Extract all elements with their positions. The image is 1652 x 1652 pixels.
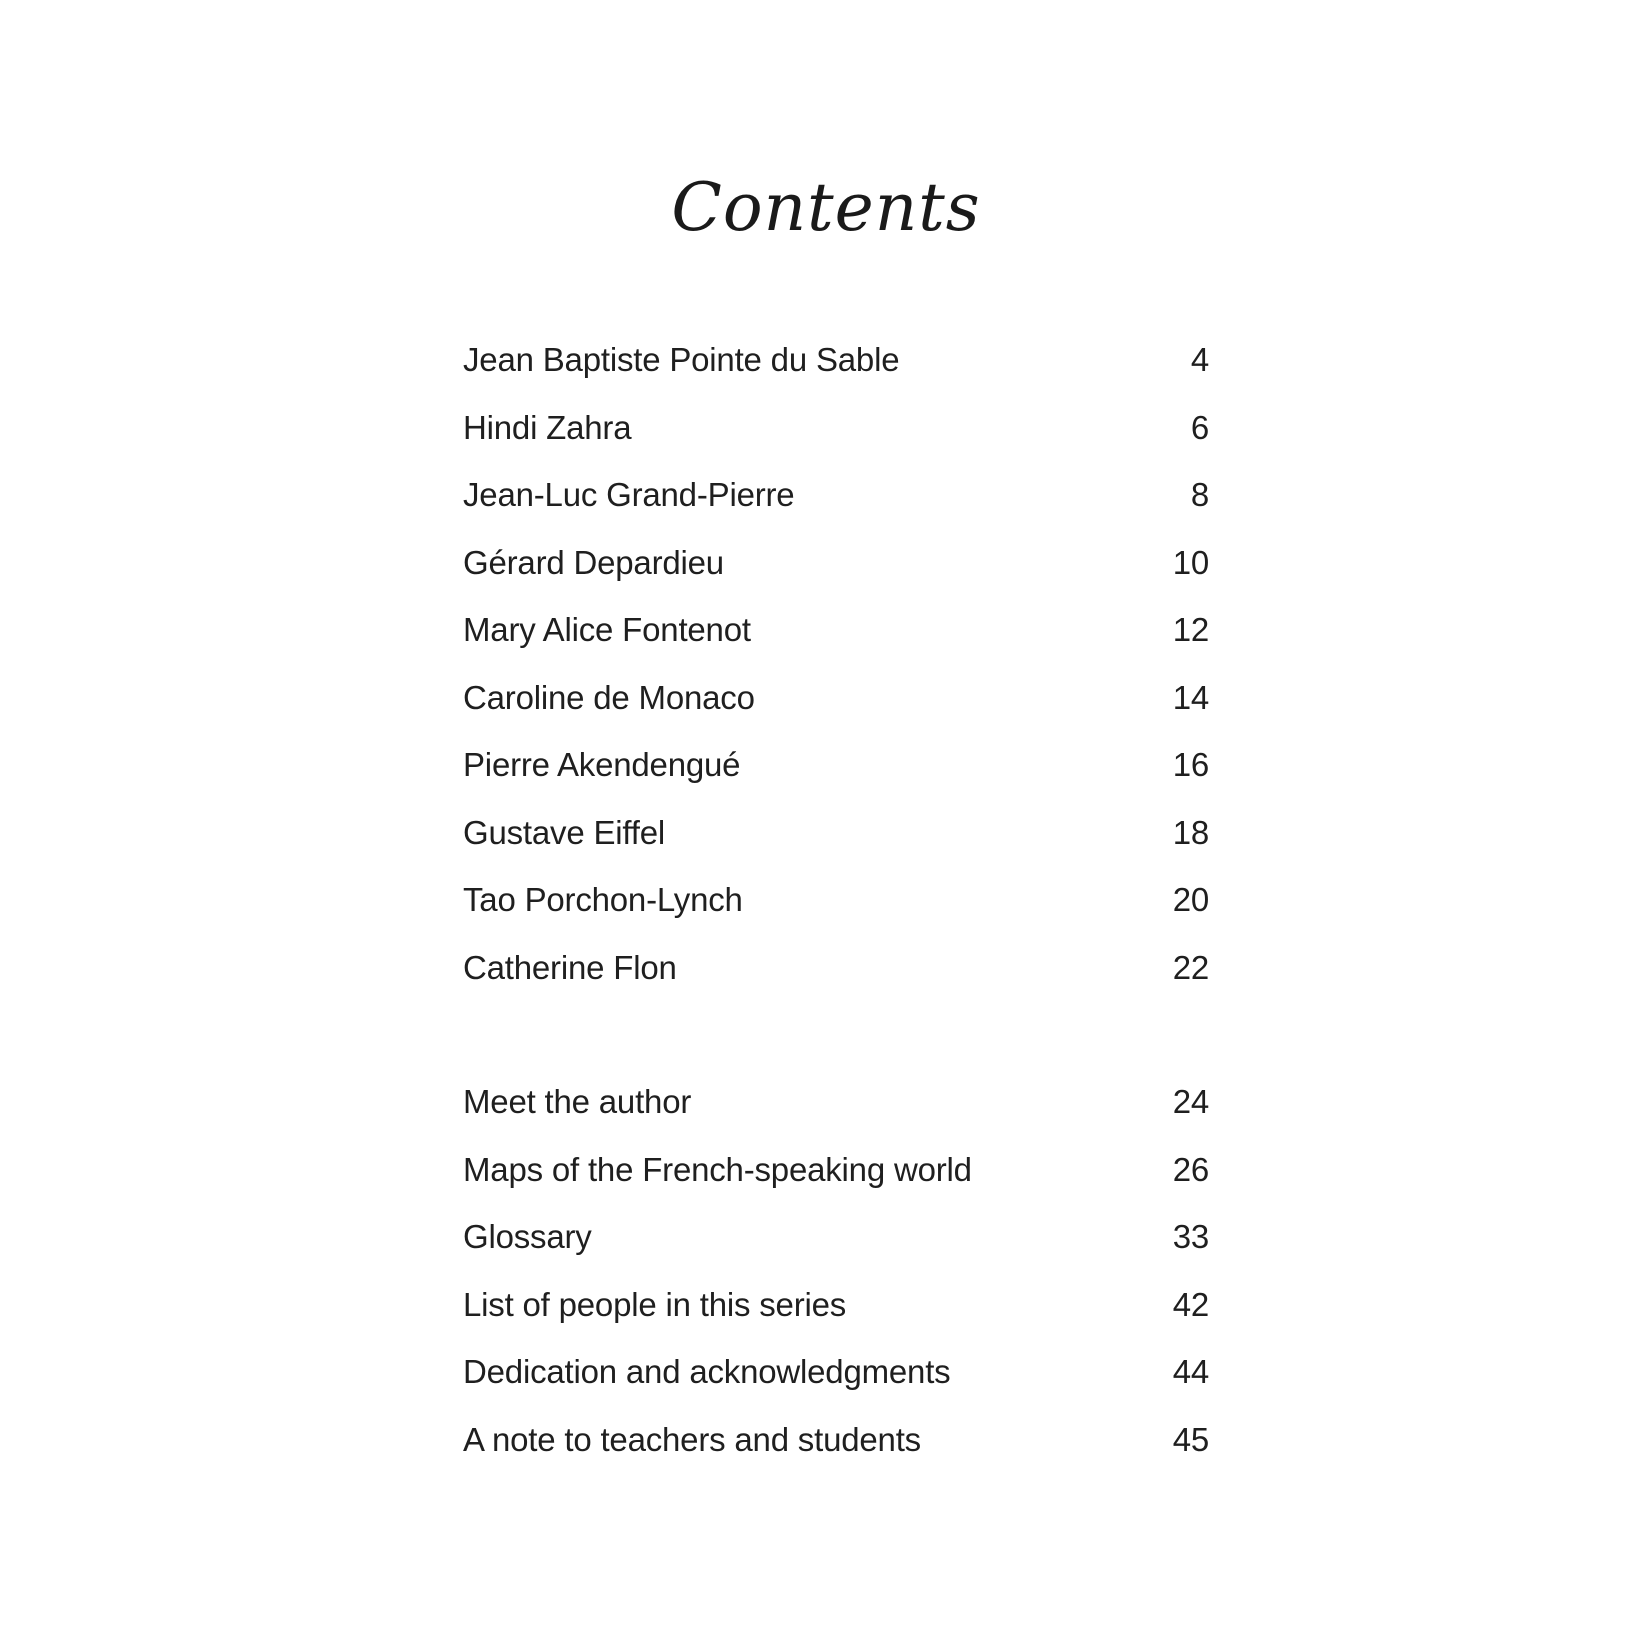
toc-entry-label: Glossary <box>463 1218 592 1255</box>
toc-entry[interactable] <box>463 529 1209 597</box>
toc-entry[interactable] <box>463 1068 1209 1136</box>
toc-entry-label: Gustave Eiffel <box>463 813 666 851</box>
toc-entry[interactable] <box>463 934 1209 1002</box>
toc-entry-label: Jean-Luc Grand-Pierre <box>463 476 795 513</box>
toc-entry[interactable] <box>463 1338 1209 1406</box>
toc-entry-page-number: 45 <box>1172 1420 1209 1458</box>
toc-entry-page-number: 12 <box>1172 611 1209 648</box>
toc-entry-label: Maps of the French-speaking world <box>463 1150 972 1188</box>
toc-entry[interactable] <box>463 1271 1209 1339</box>
toc-entry-page-number: 44 <box>1172 1353 1209 1390</box>
toc-entry[interactable] <box>463 866 1209 934</box>
toc-entry[interactable] <box>463 1136 1209 1204</box>
toc-entry-page-number: 6 <box>1190 408 1209 446</box>
toc-entry-label: Pierre Akendengué <box>463 746 741 783</box>
toc-entry-label: Jean Baptiste Pointe du Sable <box>463 341 900 378</box>
table-of-contents <box>463 326 1209 1473</box>
toc-entry-page-number: 14 <box>1172 678 1209 716</box>
toc-entry-label: Catherine Flon <box>463 948 677 986</box>
toc-entry-page-number: 8 <box>1190 476 1209 513</box>
toc-entry[interactable] <box>463 326 1209 394</box>
toc-entry-page-number: 26 <box>1172 1150 1209 1188</box>
toc-entry-page-number: 18 <box>1172 813 1209 851</box>
toc-entry-page-number: 16 <box>1172 746 1209 783</box>
toc-entry[interactable] <box>463 596 1209 664</box>
toc-entry[interactable] <box>463 394 1209 462</box>
toc-entry-label: Tao Porchon-Lynch <box>463 881 743 918</box>
toc-entry-label: Meet the author <box>463 1083 692 1120</box>
toc-entry-page-number: 20 <box>1172 881 1209 918</box>
toc-entry-page-number: 10 <box>1172 543 1209 581</box>
toc-entry-label: Dedication and acknowledgments <box>463 1353 951 1390</box>
toc-entry[interactable] <box>463 731 1209 799</box>
toc-entry-label: Caroline de Monaco <box>463 678 755 716</box>
toc-section-back-matter <box>463 1068 1209 1473</box>
toc-entry[interactable] <box>463 1406 1209 1474</box>
toc-entry-page-number: 24 <box>1172 1083 1209 1120</box>
toc-entry-label: Mary Alice Fontenot <box>463 611 751 648</box>
toc-entry-label: A note to teachers and students <box>463 1420 921 1458</box>
toc-entry[interactable] <box>463 461 1209 529</box>
toc-entry-label: Gérard Depardieu <box>463 543 724 581</box>
toc-section-people <box>463 326 1209 1001</box>
toc-entry-page-number: 22 <box>1172 948 1209 986</box>
toc-entry-page-number: 33 <box>1172 1218 1209 1255</box>
toc-entry[interactable] <box>463 664 1209 732</box>
page-title: Contents <box>671 169 981 246</box>
toc-entry-page-number: 4 <box>1190 341 1209 378</box>
toc-entry[interactable] <box>463 799 1209 867</box>
toc-entry-label: List of people in this series <box>463 1285 847 1323</box>
toc-entry-page-number: 42 <box>1172 1285 1209 1323</box>
toc-entry[interactable] <box>463 1203 1209 1271</box>
toc-entry-label: Hindi Zahra <box>463 408 632 446</box>
